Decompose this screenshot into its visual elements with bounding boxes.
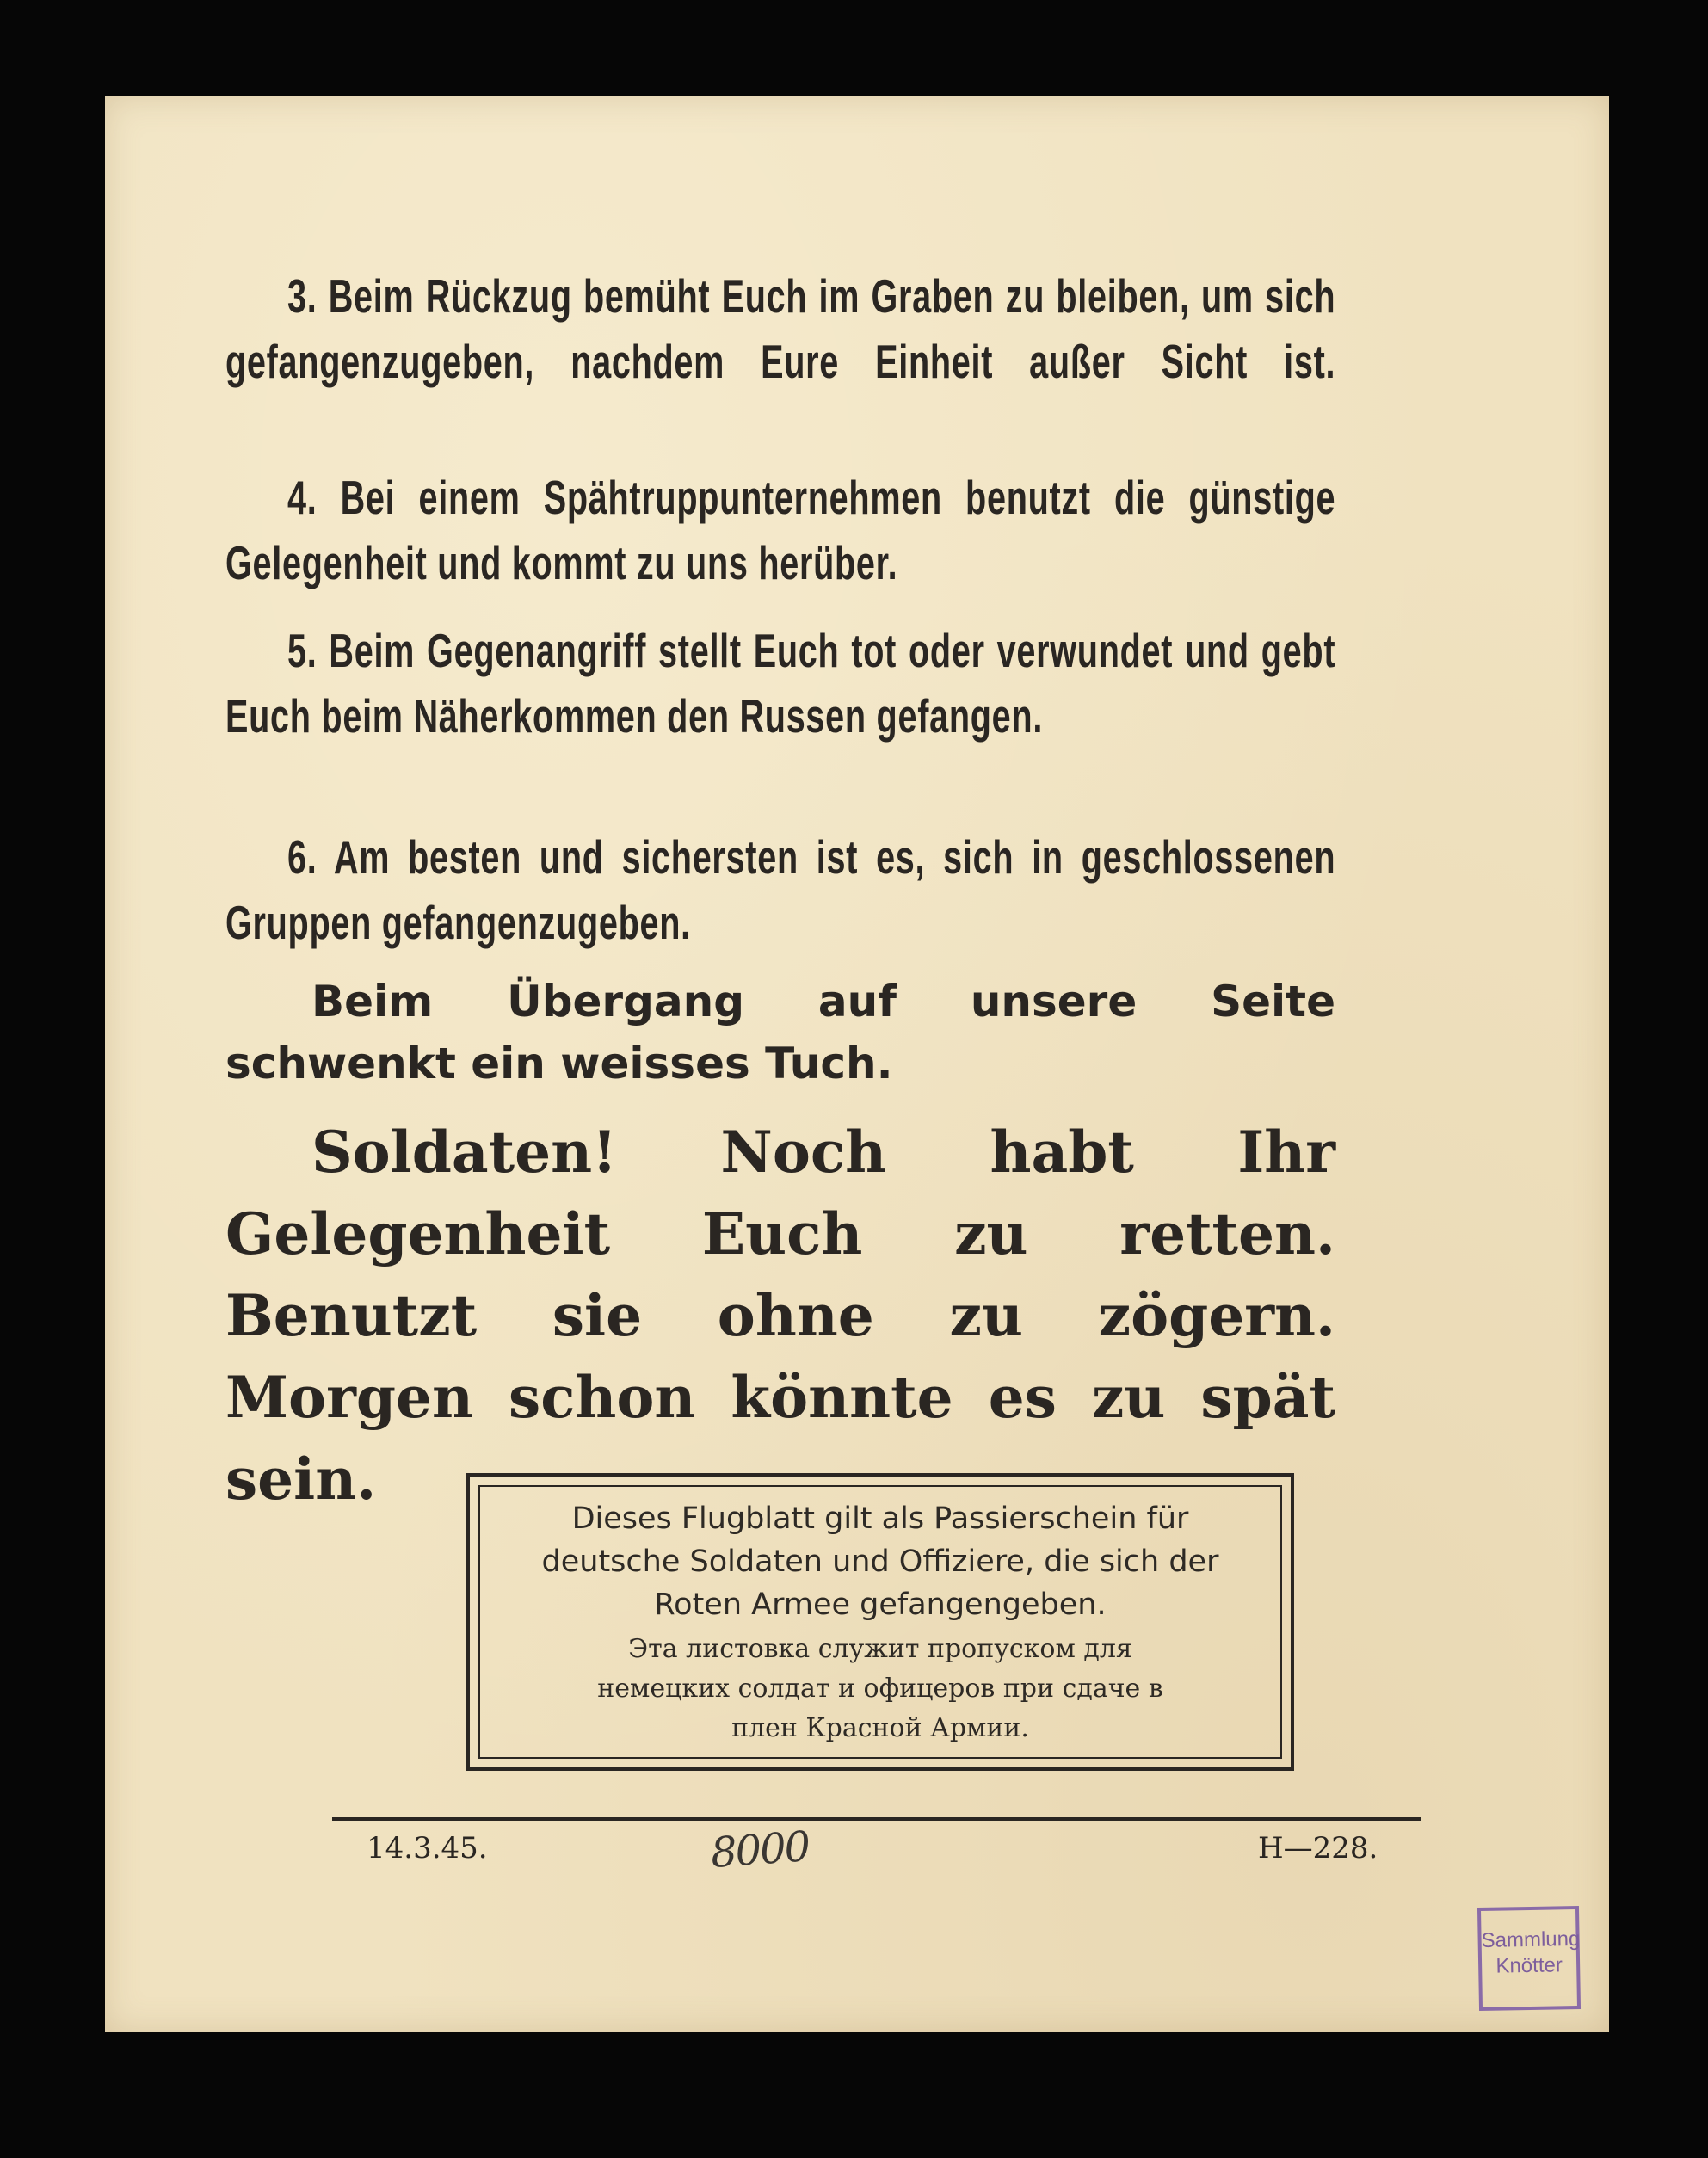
paragraph-3: 3. Beim Rückzug bemüht Euch im Graben zu bleiben, um sich gefangenzugeben, nachdem Eure Einheit außer Sicht ist. [225, 269, 1336, 388]
footer-leaflet-code: H—228. [1258, 1831, 1378, 1865]
white-cloth-instruction: Beim Übergang auf unsere Seite schwenkt ein weisses Tuch. [225, 977, 1335, 1088]
paragraph-5: 5. Beim Gegenangriff stellt Euch tot oder verwundet und gebt Euch beim Näherkommen den Russen gefangen. [225, 624, 1336, 743]
handwritten-print-run: 8000 [709, 1822, 811, 1877]
pass-text-german: Dieses Flugblatt gilt als Passierschein für deutsche Soldaten und Offiziere, die sich der Roten Armee gefangengeben. [541, 1501, 1219, 1622]
collection-stamp [1477, 1906, 1581, 2011]
footer-date: 14.3.45. [367, 1831, 488, 1865]
paragraph-4: 4. Bei einem Spähtruppunternehmen benutzt die günstige Gelegenheit und kommt zu uns herüber. [225, 471, 1336, 589]
pass-certificate-box [466, 1473, 1294, 1771]
pass-text-russian: Эта листовка служит пропуском для немецких солдат и офицеров при сдаче в плен Красной Армии. [597, 1634, 1163, 1743]
stamp-line-2: Knötter [1495, 1953, 1563, 1978]
stamp-line-1: Sammlung [1481, 1927, 1581, 1952]
paragraph-6: 6. Am besten und sichersten ist es, sich in geschlossenen Gruppen gefangenzugeben. [225, 830, 1336, 949]
footer-divider [332, 1817, 1421, 1821]
soldiers-appeal: Soldaten! Noch habt Ihr Gelegenheit Euch zu retten. Benutzt sie ohne zu zögern. Morgen schon könnte es zu spät sein. [225, 1119, 1335, 1513]
